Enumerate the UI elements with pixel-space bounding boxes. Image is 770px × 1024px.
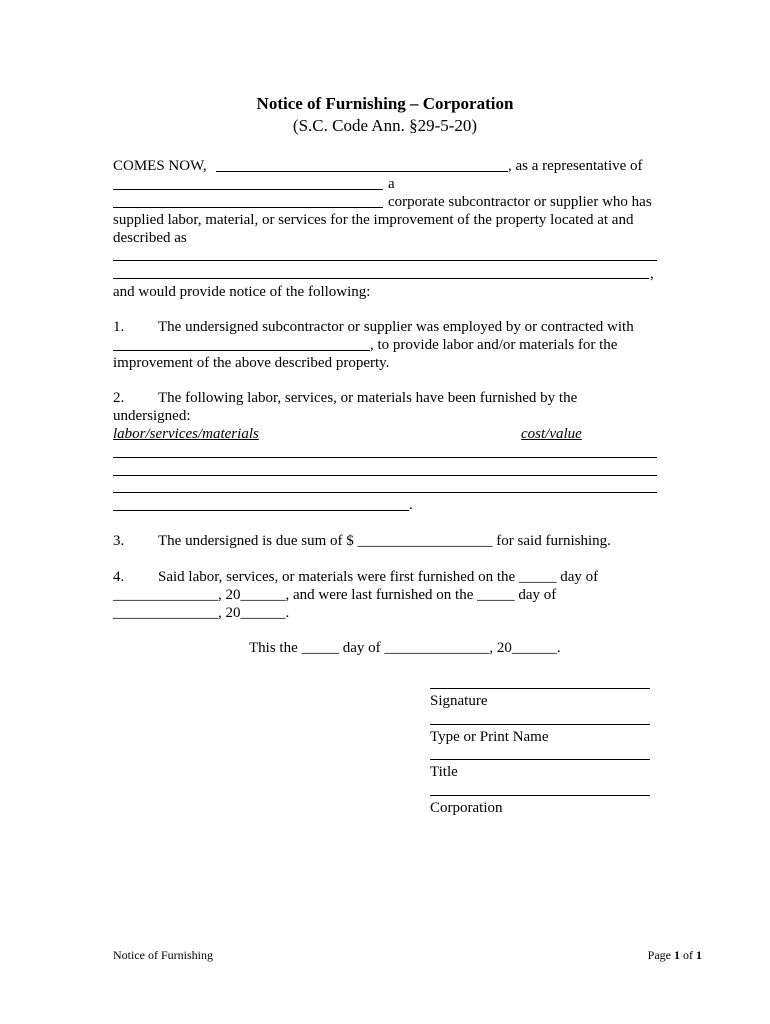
property-description-blank-1[interactable] [113,260,657,261]
a-text: a [388,176,395,192]
item-2-line-1 [113,389,577,407]
document-subtitle: (S.C. Code Ann. §29-5-20) [292,116,478,135]
corporation-label: Corporation [430,800,503,816]
item-1-line-3: improvement of the above described property. [113,355,390,371]
corporation-name-blank[interactable] [113,189,383,190]
item-2-line-2: undersigned: [113,408,191,424]
signature-blank[interactable] [430,688,650,689]
page-number [648,948,702,963]
print-name-blank[interactable] [430,724,650,725]
print-name-label: Type or Print Name [430,729,549,745]
materials-period: . [409,497,413,513]
page-prefix: Page [647,948,674,962]
comes-now-text: COMES NOW, [113,158,207,174]
property-description-blank-2[interactable] [113,278,649,279]
signature-label: Signature [430,693,488,709]
item-1-number: 1. [113,319,125,335]
representative-name-blank[interactable] [216,171,508,172]
materials-blank-2[interactable] [113,475,657,476]
column-header-cost: cost/value [521,426,582,442]
item-2-text: The following labor, services, or materials have been furnished by the [158,390,578,406]
notice-text: and would provide notice of the following: [113,284,371,300]
contractor-name-blank[interactable] [113,350,370,351]
page-of: of [680,948,696,962]
item-4-line-1 [113,568,598,586]
intro-line-1 [113,157,207,175]
intro-line-3: supplied labor, material, or services for the improvement of the property located at and [113,212,634,228]
item-1-text: The undersigned subcontractor or supplier was employed by or contracted with [158,319,634,335]
property-comma: , [650,266,654,282]
item-4-text: Said labor, services, or materials were first furnished on the _____ day of [158,569,599,585]
materials-blank-3[interactable] [113,492,657,493]
item-1-line-2: , to provide labor and/or materials for the [370,337,618,353]
materials-blank-1[interactable] [113,457,657,458]
corporation-type-blank[interactable] [113,207,383,208]
corporate-sub-text: corporate subcontractor or supplier who has [388,194,652,210]
dated-line: This the _____ day of ______________, 20______. [249,640,561,656]
footer-left: Notice of Furnishing [113,948,213,962]
title-label: Title [430,764,458,780]
rep-of-text: , as a representative of [508,158,643,174]
item-1-line-1 [113,318,634,336]
item-4-number: 4. [113,569,125,585]
corporation-blank[interactable] [430,795,650,796]
page-total: 1 [696,948,702,962]
intro-line-4: described as [113,230,187,246]
item-2-number: 2. [113,390,125,406]
document-title: Notice of Furnishing – Corporation [256,94,514,113]
page-current: 1 [674,948,680,962]
materials-blank-4[interactable] [113,510,409,511]
item-4-line-3: ______________, 20______. [113,605,290,621]
title-blank[interactable] [430,759,650,760]
item-3-line-1 [113,532,611,550]
item-3-number: 3. [113,533,125,549]
item-4-line-2: ______________, 20______, and were last furnished on the _____ day of [113,587,557,603]
item-3-text: The undersigned is due sum of $ __________________ for said furnishing. [158,533,611,549]
column-header-materials: labor/services/materials [113,426,259,442]
